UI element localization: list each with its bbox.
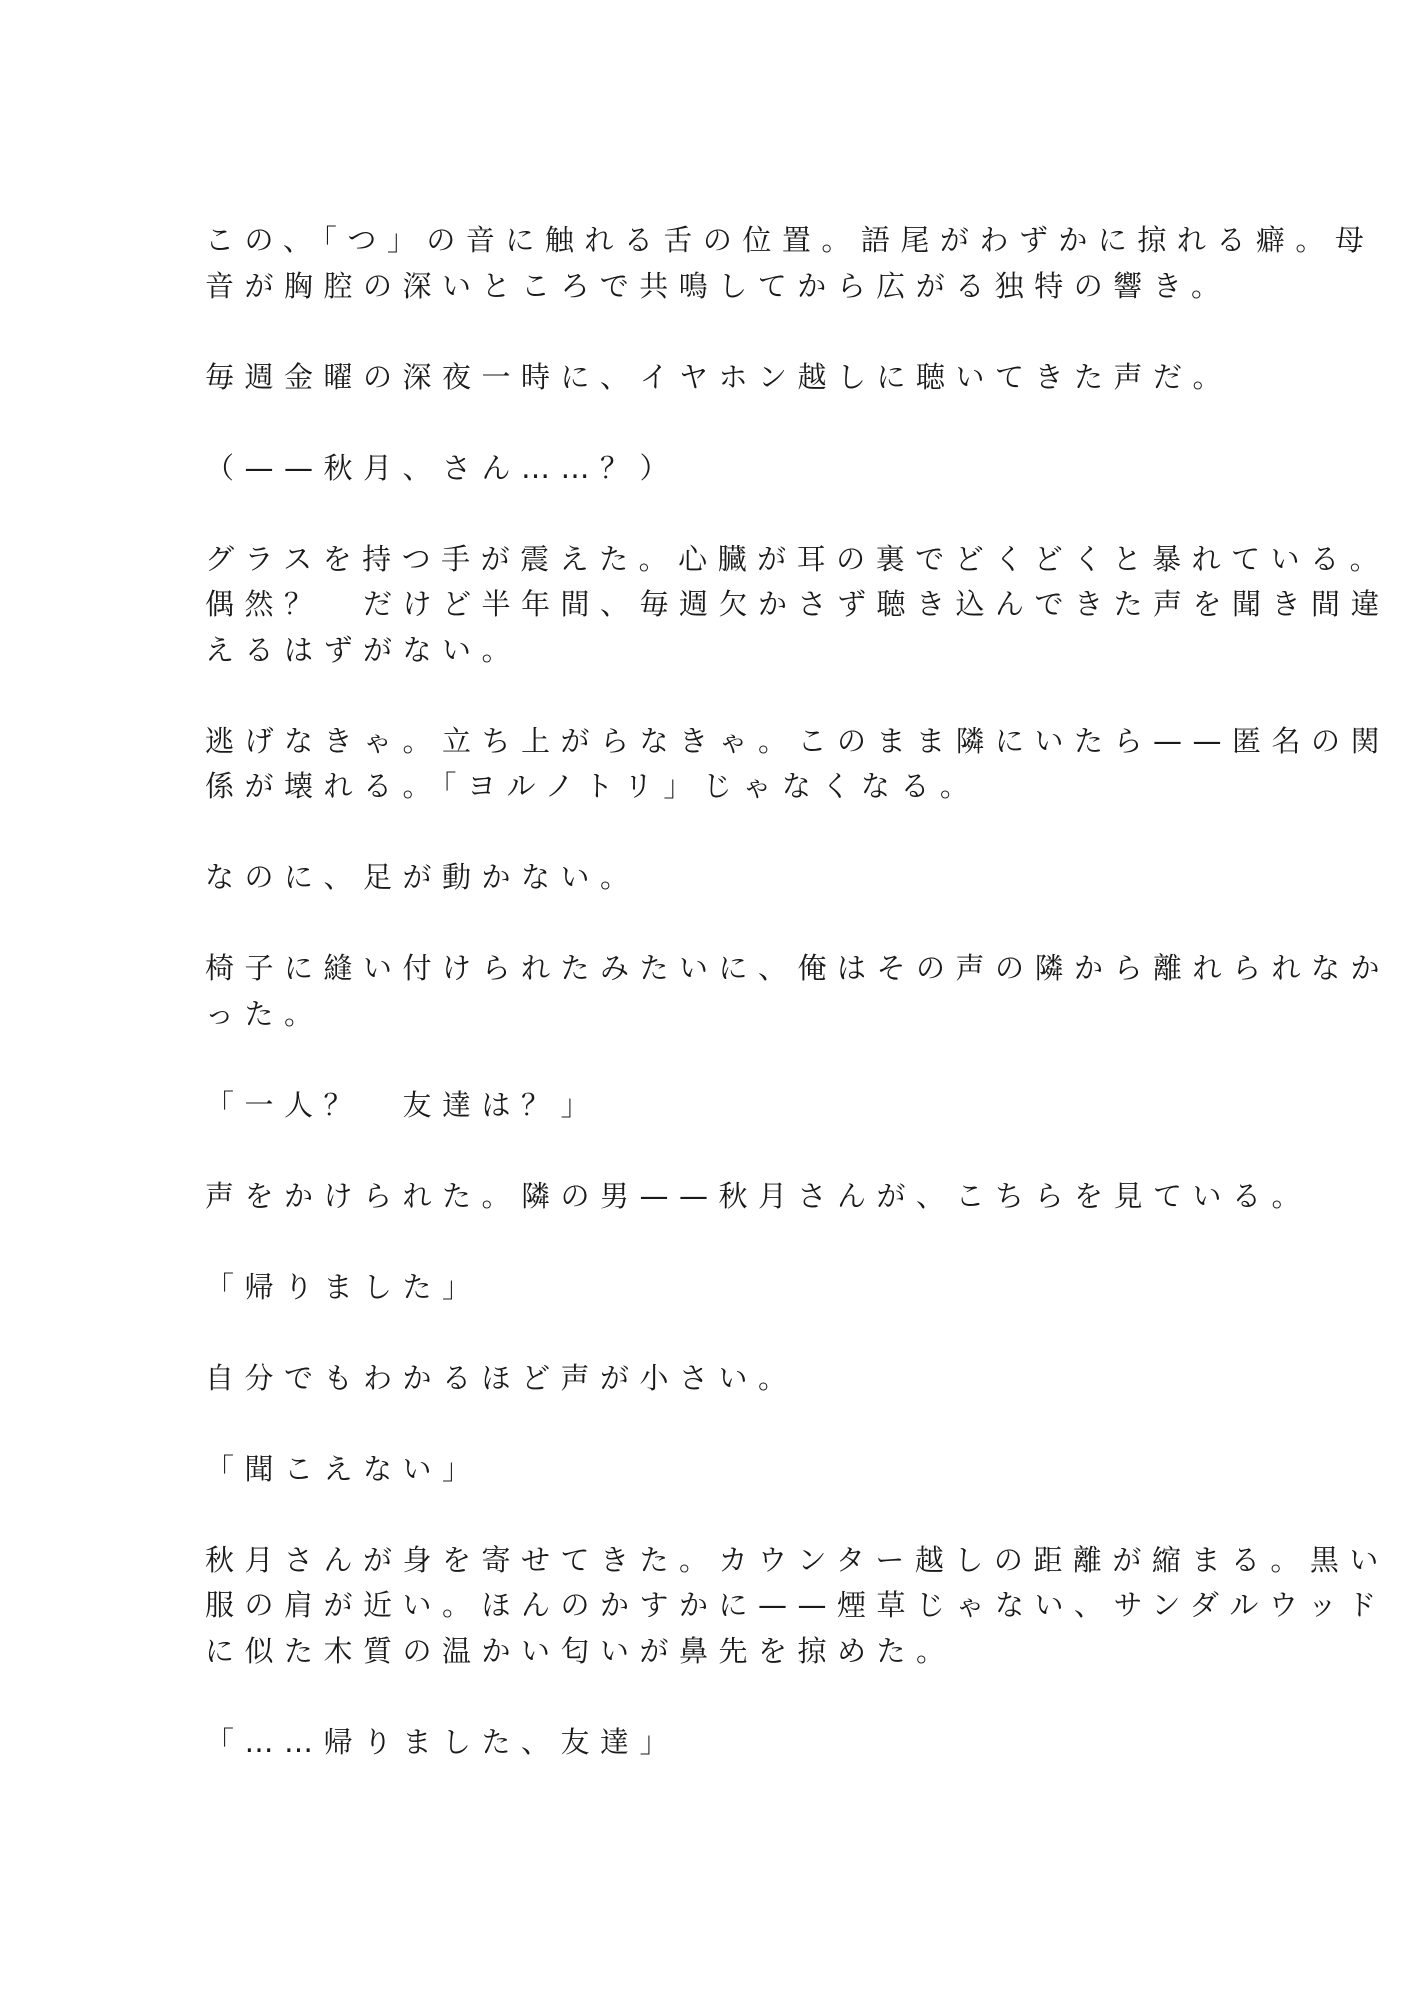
text-line: 「……帰りました、友達」 xyxy=(205,1724,680,1759)
text-line: 偶然？ だけど半年間、毎週欠かさず聴き込んできた声を聞き間違 xyxy=(205,587,1391,621)
paragraph xyxy=(205,1720,1185,1766)
paragraph xyxy=(205,719,1391,810)
paragraph xyxy=(205,355,1233,401)
paragraph xyxy=(205,537,1391,674)
text-line: に似た木質の温かい匂いが鼻先を掠めた。 xyxy=(205,1633,956,1668)
paragraph xyxy=(205,946,1391,1037)
text-line: 秋月さんが身を寄せてきた。カウンター越しの距離が縮まる。黒い xyxy=(205,1542,1389,1577)
paragraph xyxy=(205,218,1375,309)
paragraph xyxy=(205,1356,1185,1402)
text-line: この、「つ」の音に触れる舌の位置。語尾がわずかに掠れる癖。母 xyxy=(205,223,1375,257)
paragraph xyxy=(205,446,1185,492)
text-line: 「帰りました」 xyxy=(205,1269,482,1304)
text-line: 「一人？ 友達は？」 xyxy=(205,1087,601,1122)
paragraph xyxy=(205,1265,1185,1311)
text-line: 服の肩が近い。ほんのかすかに——煙草じゃない、サンダルウッド xyxy=(205,1588,1387,1622)
text-line: 声をかけられた。隣の男——秋月さんが、こちらを見ている。 xyxy=(205,1178,1312,1213)
text-line: グラスを持つ手が震えた。心臓が耳の裏でどくどくと暴れている。 xyxy=(205,541,1390,576)
text-line: 自分でもわかるほど声が小さい。 xyxy=(205,1360,798,1395)
text-line: った。 xyxy=(205,996,324,1031)
text-line: 係が壊れる。「ヨルノトリ」じゃなくなる。 xyxy=(205,769,980,803)
text-line: 椅子に縫い付けられたみたいに、俺はその声の隣から離れられなか xyxy=(205,951,1391,985)
text-line: （——秋月、さん……？） xyxy=(205,450,680,485)
text-line: 「聞こえない」 xyxy=(205,1451,482,1486)
text-line: 音が胸腔の深いところで共鳴してから広がる独特の響き。 xyxy=(205,268,1231,303)
text-line: なのに、足が動かない。 xyxy=(205,860,640,894)
text-line: 逃げなきゃ。立ち上がらなきゃ。このまま隣にいたら——匿名の関 xyxy=(205,723,1391,758)
text-line: えるはずがない。 xyxy=(205,632,522,667)
text-line: 毎週金曜の深夜一時に、イヤホン越しに聴いてきた声だ。 xyxy=(205,359,1233,394)
paragraph xyxy=(205,1174,1312,1220)
paragraph xyxy=(205,855,1185,901)
paragraph xyxy=(205,1538,1389,1675)
paragraph xyxy=(205,1447,1185,1493)
paragraph xyxy=(205,1083,1185,1129)
document-page xyxy=(205,218,1391,1811)
